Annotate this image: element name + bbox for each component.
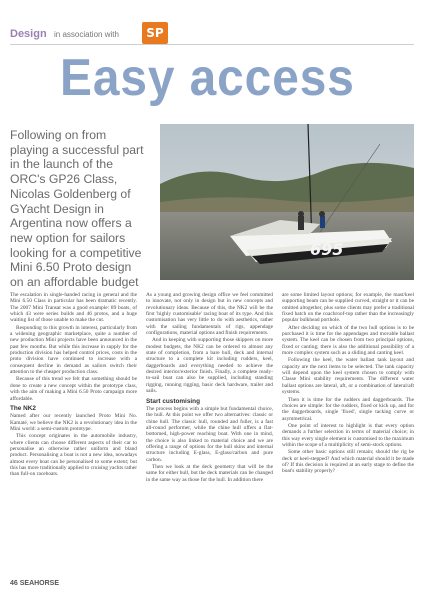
article-intro: Following on from playing a successful part in the launch of the ORC's GP26 Class, Nicolas Goldenberg of GYacht Design in Argentina now offers a new option for sailors looking for a competitive Mini 6.50 Proto design on an affordable budget: [10, 128, 144, 290]
partner-logo: SP: [142, 22, 168, 44]
boat-photo-illustration: [160, 124, 414, 280]
paragraph: And in keeping with supporting those skippers on more modest budgets, the NK2 can be ordered to almost any state of completion, from a bare hull, deck and internal structure to a complete kit including rudders, keel, daggerboards and everything needed to achieve the desired interior/exterior finish. Finally, a complete ready-to-sail boat can also be supplied, including standing rigging, running rigging, basic deck hardware, trailer and sails.: [146, 337, 273, 395]
paragraph: One point of interest to highlight is that every option demands a further selection in terms of material choice; in this way every single element is customised to the maximum within the scope of a multiplicity of semi-stock options.: [282, 422, 414, 448]
article-title: Easy access: [60, 49, 355, 107]
association-label: in association with: [54, 30, 119, 39]
paragraph: Some other basic options still remain; should the rig be deck or keel-stepped? And which material should it be made of? If this decision is required at an early stage to define the boat's stability properly?: [282, 449, 414, 475]
paragraph: As a young and growing design office we feel committed to innovate, not only in design but in new concepts and revolutionary ideas. Because of this, the NK2 will be the first 'highly customisable' racing boat of its type. And this customisation has very little to do with aesthetics, rather with the sailing fundamentals of rigs, appendage configurations, material options and finish requirements.: [146, 292, 273, 337]
article-column-2: [146, 292, 273, 572]
paragraph: This concept originates in the automobile industry, where clients can choose different aspects of their car to personalise an otherwise rather uniform and bland product. Personalising a boat is not a new idea, nowadays almost every boat can be personalised to some extent; but this has more traditionally applied to cruising yachts rather than full-on raceboats.: [10, 433, 137, 478]
section-header: [10, 28, 414, 48]
subheading: The NK2: [10, 404, 36, 412]
paragraph: Following the keel, the water ballast tank layout and capacity are the next items to be selected. The tank capacity will depend upon the keel system chosen to comply with Classe Mini stability requirements. The different water ballast options are lateral, aft, or a combination of lateral/aft systems.: [282, 357, 414, 396]
paragraph: Responding to this growth in interest, particularly from a widening geographic marketplace, quite a number of new production Mini projects have been announced in the past few months. But while this increase in supply for the production division has helped control prices, costs in the proto division have continued to increase with a consequent decline in demand as sailors switch their attention to the cheaper production class.: [10, 324, 137, 376]
header-divider: [10, 44, 414, 45]
paragraph: The process begins with a simple but fundamental choice, the hull. At this point we offer two alternatives: classic or chine hull. The classic hull, rounded and fuller, is a fast all-round performer, while the chine hull offers a flat-bottomed, high-power reaching boat. With one in mind, the choice is also linked to material choice and we are offering a range of options for the hull skins and internal structure including E-glass, E-glass/carbon and pure carbon.: [146, 405, 273, 463]
article-column-1: [10, 292, 137, 572]
sail-number: 695: [310, 240, 344, 259]
paragraph: Because of this trend we felt that something should be done to create a new concept within the prototype class, with the aim of making a Mini 6.50 Proto campaign more affordable.: [10, 376, 137, 402]
paragraph: Named after our recently launched Proto Mini No. Kamaté, we believe the NK2 is a revolutionary idea in the Mini world: a semi-custom prototype.: [10, 413, 137, 432]
paragraph: are some limited layout options; for example, the mast/keel supporting beam can be supplied curved, straight or it can be omitted altogether, plus some clients may prefer a traditional fixed hatch on the coachroof-top rather than the increasingly popular bulkhead porthole.: [282, 292, 414, 324]
paragraph: Then it is time for the rudders and daggerboards. The choices are simple: for the rudders, fixed or kick up, and for the daggerboards, single 'fixed', single tacking curve or asymmetrical.: [282, 396, 414, 422]
boat-photo: [160, 124, 414, 280]
paragraph: After deciding on which of the two hull options is to be purchased it is time for the appendages and movable ballast system. The keel can be chosen from two principal options, fixed or canting; there is also the additional possibility of a more complex system such as a sliding and canting keel.: [282, 324, 414, 357]
section-label: Design: [10, 28, 47, 40]
subheading: Start customising: [146, 397, 200, 405]
page-footer: 46 SEAHORSE: [10, 580, 60, 587]
paragraph: Then we look at the deck geometry that will be the same for either hull, but the deck materials can be changed in the same way as those for the hull. In addition there: [146, 463, 273, 483]
paragraph: The escalation in single-handed racing in general and the Mini 6.50 Class in particular has been dramatic recently. The 2007 Mini Transat was a good example: 89 boats, of which 43 were series builds and 46 protos, and a huge waiting list of those unable to make the cut.: [10, 292, 137, 324]
article-column-3: [282, 292, 414, 572]
